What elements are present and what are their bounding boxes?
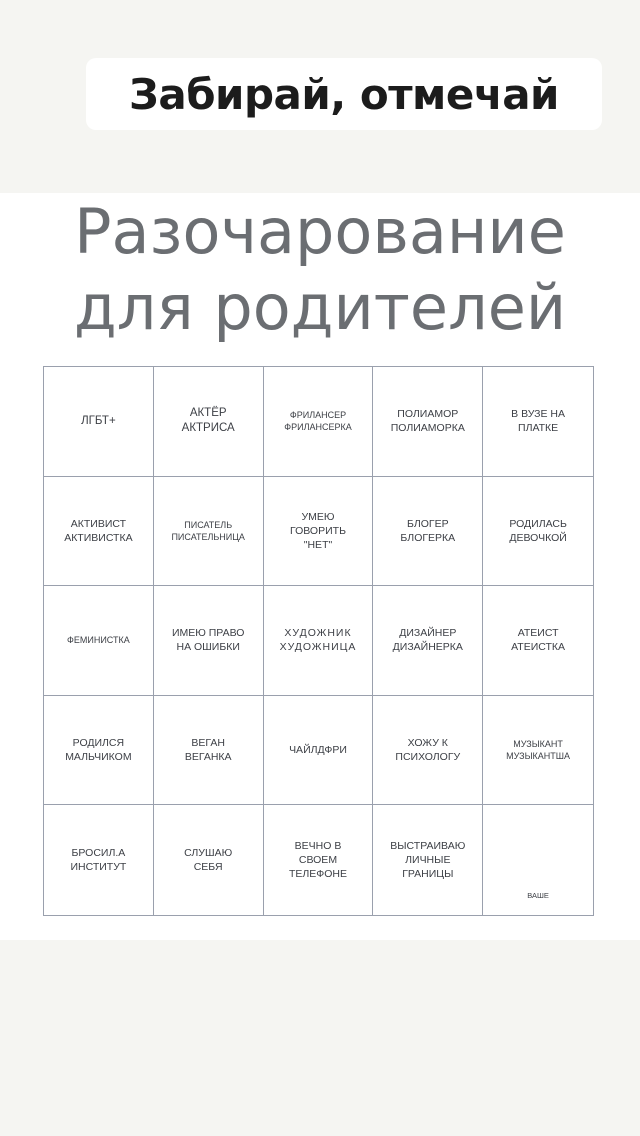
bingo-cell: АКТИВИСТ АКТИВИСТКА [44, 477, 154, 587]
sticker-text: Забирай, отмечай [129, 69, 559, 119]
bingo-cell: ФРИЛАНСЕР ФРИЛАНСЕРКА [264, 367, 374, 477]
bingo-cell: БЛОГЕР БЛОГЕРКА [373, 477, 483, 587]
bingo-cell: АТЕИСТ АТЕИСТКА [483, 586, 593, 696]
bingo-cell: РОДИЛСЯ МАЛЬЧИКОМ [44, 696, 154, 806]
bingo-cell-yours: ВАШЕ [527, 890, 549, 900]
bingo-cell: В ВУЗЕ НА ПЛАТКЕ [483, 367, 593, 477]
title-line-1: Разочарование [74, 195, 566, 268]
bingo-cell: ПИСАТЕЛЬ ПИСАТЕЛЬНИЦА [154, 477, 264, 587]
bingo-cell: ИМЕЮ ПРАВО НА ОШИБКИ [154, 586, 264, 696]
bingo-card [0, 193, 640, 940]
bingo-cell: СЛУШАЮ СЕБЯ [154, 805, 264, 915]
bingo-cell: БРОСИЛ.А ИНСТИТУТ [44, 805, 154, 915]
bingo-cell: ХУДОЖНИК ХУДОЖНИЦА [264, 586, 374, 696]
bingo-cell: ФЕМИНИСТКА [44, 586, 154, 696]
bingo-cell: ВЕЧНО В СВОЕМ ТЕЛЕФОНЕ [264, 805, 374, 915]
bingo-cell: ЛГБТ+ [44, 367, 154, 477]
story-text-sticker[interactable] [86, 58, 602, 130]
bingo-cell: ЧАЙЛДФРИ [264, 696, 374, 806]
bingo-cell: УМЕЮ ГОВОРИТЬ "НЕТ" [264, 477, 374, 587]
bingo-cell: РОДИЛАСЬ ДЕВОЧКОЙ [483, 477, 593, 587]
bingo-cell: ВЕГАН ВЕГАНКА [154, 696, 264, 806]
bingo-cell: ПОЛИАМОР ПОЛИАМОРКА [373, 367, 483, 477]
bingo-cell: МУЗЫКАНТ МУЗЫКАНТША [483, 696, 593, 806]
bingo-grid [43, 366, 594, 916]
bingo-cell: ВЫСТРАИВАЮ ЛИЧНЫЕ ГРАНИЦЫ [373, 805, 483, 915]
bingo-cell: АКТЁР АКТРИСА [154, 367, 264, 477]
title-line-2: для родителей [73, 271, 567, 344]
bingo-cell: ХОЖУ К ПСИХОЛОГУ [373, 696, 483, 806]
bingo-cell: ДИЗАЙНЕР ДИЗАЙНЕРКА [373, 586, 483, 696]
